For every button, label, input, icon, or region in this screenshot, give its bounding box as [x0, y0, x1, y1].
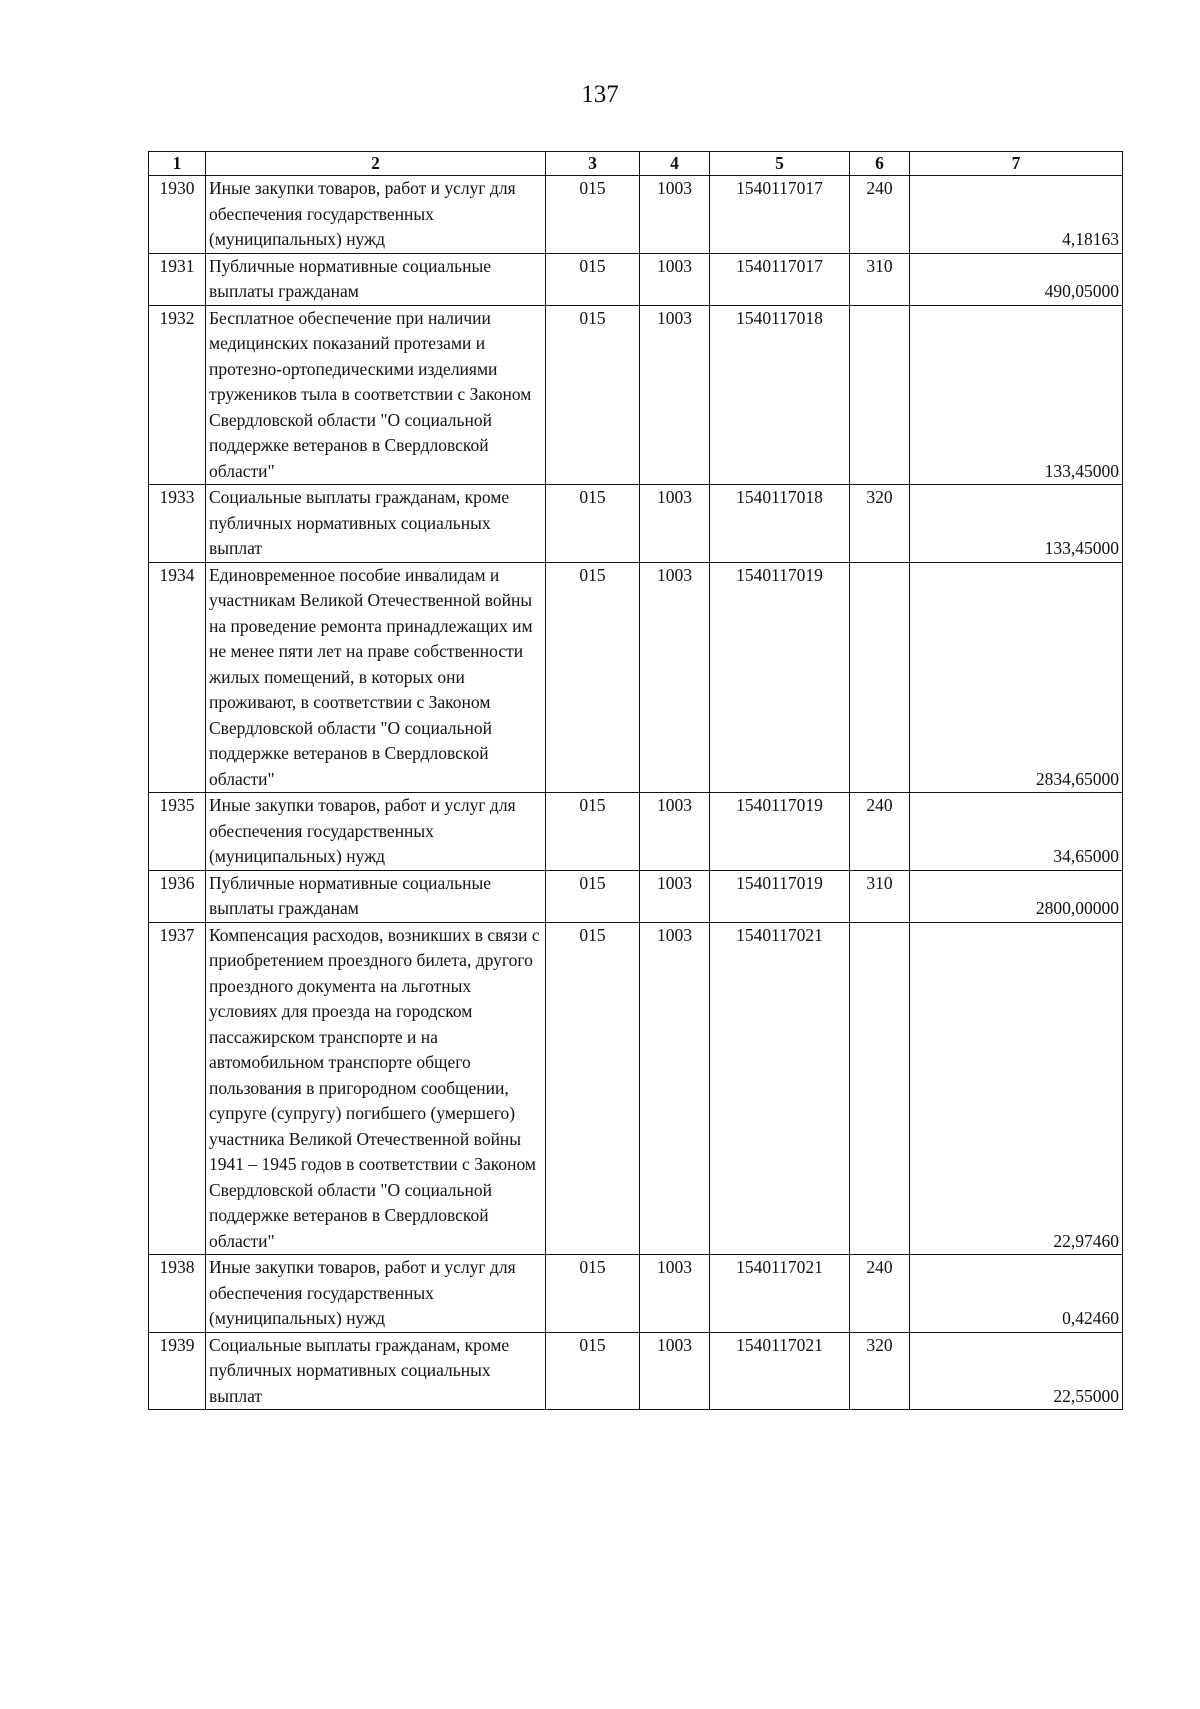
row-name: Публичные нормативные социальные выплаты гражданам [206, 253, 546, 305]
row-name: Иные закупки товаров, работ и услуг для обеспечения государственных (муниципальных) нужд [206, 1255, 546, 1333]
row-amount: 2800,00000 [910, 870, 1123, 922]
row-col-3: 015 [546, 562, 640, 793]
row-col-6: 310 [850, 870, 910, 922]
table-row [149, 1332, 1123, 1410]
row-number: 1931 [149, 253, 206, 305]
row-name: Иные закупки товаров, работ и услуг для обеспечения государственных (муниципальных) нужд [206, 176, 546, 254]
row-number: 1935 [149, 793, 206, 871]
row-amount: 490,05000 [910, 253, 1123, 305]
table-row [149, 485, 1123, 563]
row-col-3: 015 [546, 922, 640, 1255]
row-col-6: 240 [850, 1255, 910, 1333]
row-col-6: 320 [850, 1332, 910, 1410]
header-col-5: 5 [710, 152, 850, 176]
row-amount: 133,45000 [910, 305, 1123, 485]
row-number: 1938 [149, 1255, 206, 1333]
row-col-3: 015 [546, 485, 640, 563]
row-col-6 [850, 305, 910, 485]
row-col-5: 1540117019 [710, 870, 850, 922]
row-amount: 0,42460 [910, 1255, 1123, 1333]
table-row [149, 305, 1123, 485]
row-col-5: 1540117021 [710, 1255, 850, 1333]
row-col-4: 1003 [640, 253, 710, 305]
row-col-5: 1540117021 [710, 922, 850, 1255]
row-col-6: 240 [850, 793, 910, 871]
row-amount: 4,18163 [910, 176, 1123, 254]
row-name: Социальные выплаты гражданам, кроме публичных нормативных социальных выплат [206, 485, 546, 563]
row-number: 1933 [149, 485, 206, 563]
row-number: 1936 [149, 870, 206, 922]
header-col-6: 6 [850, 152, 910, 176]
row-col-4: 1003 [640, 562, 710, 793]
row-col-4: 1003 [640, 870, 710, 922]
row-col-3: 015 [546, 305, 640, 485]
row-number: 1932 [149, 305, 206, 485]
row-amount: 133,45000 [910, 485, 1123, 563]
row-col-4: 1003 [640, 305, 710, 485]
row-col-3: 015 [546, 253, 640, 305]
table-row [149, 870, 1123, 922]
header-col-3: 3 [546, 152, 640, 176]
row-col-4: 1003 [640, 922, 710, 1255]
row-name: Единовременное пособие инвалидам и участникам Великой Отечественной войны на проведение ремонта принадлежащих им не менее пяти лет на праве собственности жилых помещений, в которых они проживают, в соответствии с Законом Свердловской области "О социальной поддержке ветеранов в Свердловской области" [206, 562, 546, 793]
table-row [149, 253, 1123, 305]
row-col-6 [850, 562, 910, 793]
row-col-3: 015 [546, 793, 640, 871]
row-amount: 22,55000 [910, 1332, 1123, 1410]
header-col-1: 1 [149, 152, 206, 176]
row-name: Публичные нормативные социальные выплаты гражданам [206, 870, 546, 922]
table-row [149, 176, 1123, 254]
row-col-5: 1540117018 [710, 485, 850, 563]
table-row [149, 562, 1123, 793]
row-name: Социальные выплаты гражданам, кроме публичных нормативных социальных выплат [206, 1332, 546, 1410]
row-col-5: 1540117017 [710, 253, 850, 305]
row-col-6: 240 [850, 176, 910, 254]
row-col-3: 015 [546, 176, 640, 254]
row-col-6: 310 [850, 253, 910, 305]
header-col-7: 7 [910, 152, 1123, 176]
row-col-5: 1540117019 [710, 793, 850, 871]
row-col-4: 1003 [640, 485, 710, 563]
header-col-2: 2 [206, 152, 546, 176]
row-col-5: 1540117019 [710, 562, 850, 793]
row-col-3: 015 [546, 1332, 640, 1410]
row-col-3: 015 [546, 870, 640, 922]
table-row [149, 922, 1123, 1255]
row-number: 1939 [149, 1332, 206, 1410]
row-col-3: 015 [546, 1255, 640, 1333]
header-row [149, 152, 1123, 176]
row-col-6: 320 [850, 485, 910, 563]
table-row [149, 793, 1123, 871]
row-number: 1930 [149, 176, 206, 254]
row-col-6 [850, 922, 910, 1255]
row-col-4: 1003 [640, 176, 710, 254]
row-name: Бесплатное обеспечение при наличии медицинских показаний протезами и протезно-ортопедическими изделиями тружеников тыла в соответствии с Законом Свердловской области "О социальной поддержке ветеранов в Свердловской области" [206, 305, 546, 485]
row-col-4: 1003 [640, 793, 710, 871]
row-number: 1934 [149, 562, 206, 793]
budget-table [148, 151, 1123, 1410]
row-name: Компенсация расходов, возникших в связи с приобретением проездного билета, другого проездного документа на льготных условиях для проезда на городском пассажирском транспорте и на автомобильном транспорте общего пользования в пригородном сообщении, супруге (супругу) погибшего (умершего) участника Великой Отечественной войны 1941 – 1945 годов в соответствии с Законом Свердловской области "О социальной поддержке ветеранов в Свердловской области" [206, 922, 546, 1255]
row-amount: 2834,65000 [910, 562, 1123, 793]
row-name: Иные закупки товаров, работ и услуг для обеспечения государственных (муниципальных) нужд [206, 793, 546, 871]
page-number: 137 [581, 81, 619, 108]
row-col-4: 1003 [640, 1255, 710, 1333]
row-amount: 34,65000 [910, 793, 1123, 871]
row-amount: 22,97460 [910, 922, 1123, 1255]
row-col-4: 1003 [640, 1332, 710, 1410]
row-col-5: 1540117017 [710, 176, 850, 254]
table-row [149, 1255, 1123, 1333]
row-number: 1937 [149, 922, 206, 1255]
row-col-5: 1540117021 [710, 1332, 850, 1410]
header-col-4: 4 [640, 152, 710, 176]
row-col-5: 1540117018 [710, 305, 850, 485]
